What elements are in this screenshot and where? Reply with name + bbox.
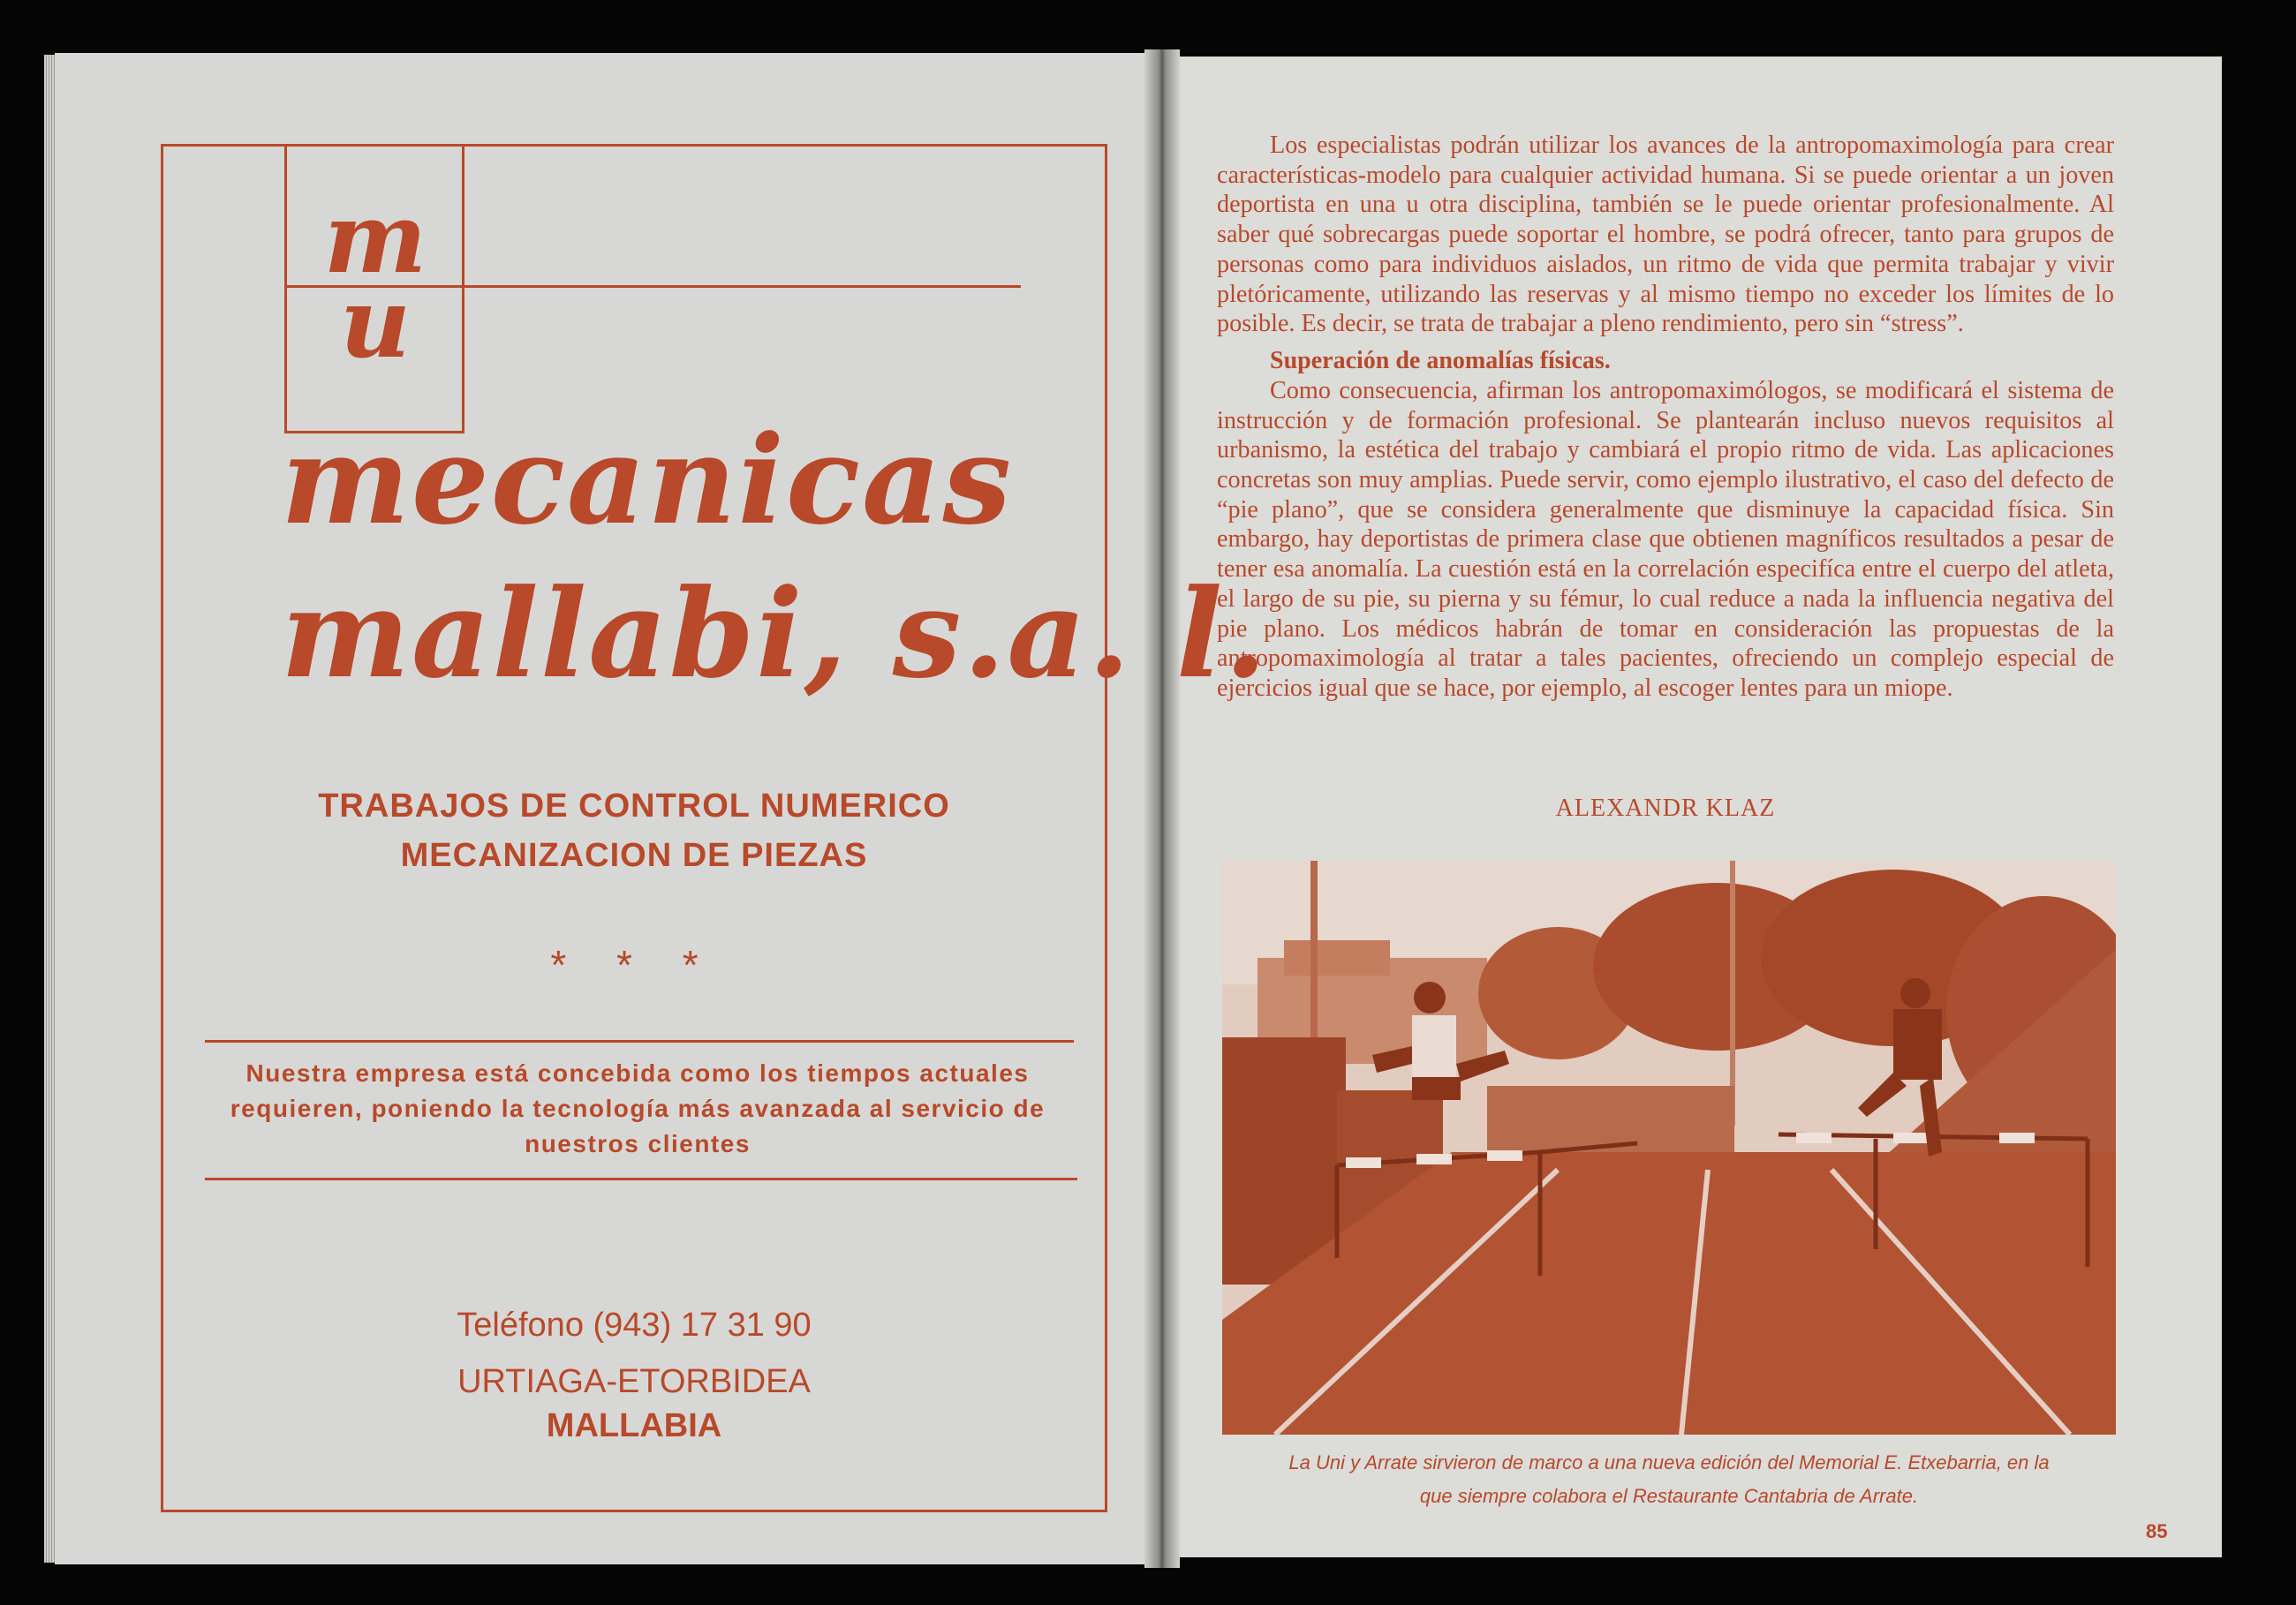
mission-bottom-rule bbox=[205, 1178, 1077, 1180]
mission-top-rule bbox=[205, 1040, 1074, 1043]
logo-letter-bottom: u bbox=[340, 266, 411, 380]
article-paragraph: Los especialistas podrán utilizar los avances de la antropomaximología para crear características-modelo para cualquier actividad humana. Si se puede orientar a un joven deportista en una u otra disciplina, también se le puede orientar profesionalmente. Al saber qué sobrecargas puede soportar el hombre, se podrá ofrecer, tanto para grupos de personas como para individuos aislados, un ritmo de vida que permita trabajar y vivir pletóricamente, utilizando las reservas y al mismo tiempo no exceder los límites de lo posible. Es decir, se trata de trabajar a pleno rendimiento, pero sin “stress”. bbox=[1217, 132, 2114, 338]
photo-caption bbox=[1222, 1446, 2116, 1513]
article-subheading: Superación de anomalías físicas. bbox=[1270, 346, 1611, 374]
photo-illustration bbox=[1222, 861, 2116, 1435]
company-logo bbox=[300, 181, 450, 380]
book-gutter bbox=[1144, 49, 1180, 1568]
phone-number: Teléfono (943) 17 31 90 bbox=[457, 1307, 812, 1344]
logo-letter-top: m bbox=[323, 181, 427, 295]
article-body bbox=[1217, 131, 2114, 704]
street-address: URTIAGA-ETORBIDEA bbox=[457, 1363, 811, 1400]
company-name-line2: mallabi, s.a. l. bbox=[281, 561, 1269, 705]
article-paragraph: Como consecuencia, afirman los antropomaximólogos, se modificará el sistema de instrucción y de formación profesional. Se plantearán incluso nuevos requisitos al urbanismo, la estética del trabajo y cambiará el propio ritmo de vida. Las aplicaciones concretas son muy amplias. Puede servir, como ejemplo ilustrativo, el caso del defecto de “pie plano”, que se considera generalmente que disminuye la capacidad física. Sin embargo, hay deportistas de primera clase que obtienen magníficos resultados a pesar de tener esa anomalía. La cuestión está en la correlación especifíca entre el cuerpo del atleta, el largo de su pie, su pierna y su fémur, lo cual reduce a nada la influencia negativa del pie plano. Los médicos habrán de tomar en consideración las propuestas de la antropomaximología al tratar a tales pacientes, ofreciendo un complejo especial de ejercicios igual que se hace, por ejemplo, al escoger lentes para un miope. bbox=[1217, 376, 2114, 702]
company-name-line1: mecanicas bbox=[281, 408, 1014, 552]
services-line2: MECANIZACION DE PIEZAS bbox=[400, 837, 868, 874]
services-line1: TRABAJOS DE CONTROL NUMERICO bbox=[318, 787, 950, 825]
mission-statement: Nuestra empresa está concebida como los tiempos actuales requieren, poniendo la tecnología más avanzada al servicio de nuestros clientes bbox=[230, 1059, 1046, 1157]
town-name: MALLABIA bbox=[546, 1407, 722, 1444]
page-number: 85 bbox=[2146, 1520, 2168, 1542]
caption-line1: La Uni y Arrate sirvieron de marco a una nueva edición del Memorial E. Etxebarria, en la bbox=[1288, 1451, 2050, 1473]
hurdles-race-photo bbox=[1222, 861, 2116, 1435]
caption-line2: que siempre colabora el Restaurante Cantabria de Arrate. bbox=[1419, 1485, 1919, 1507]
article-author: ALEXANDR KLAZ bbox=[1555, 795, 1776, 822]
star-separator: * * * bbox=[550, 942, 718, 988]
